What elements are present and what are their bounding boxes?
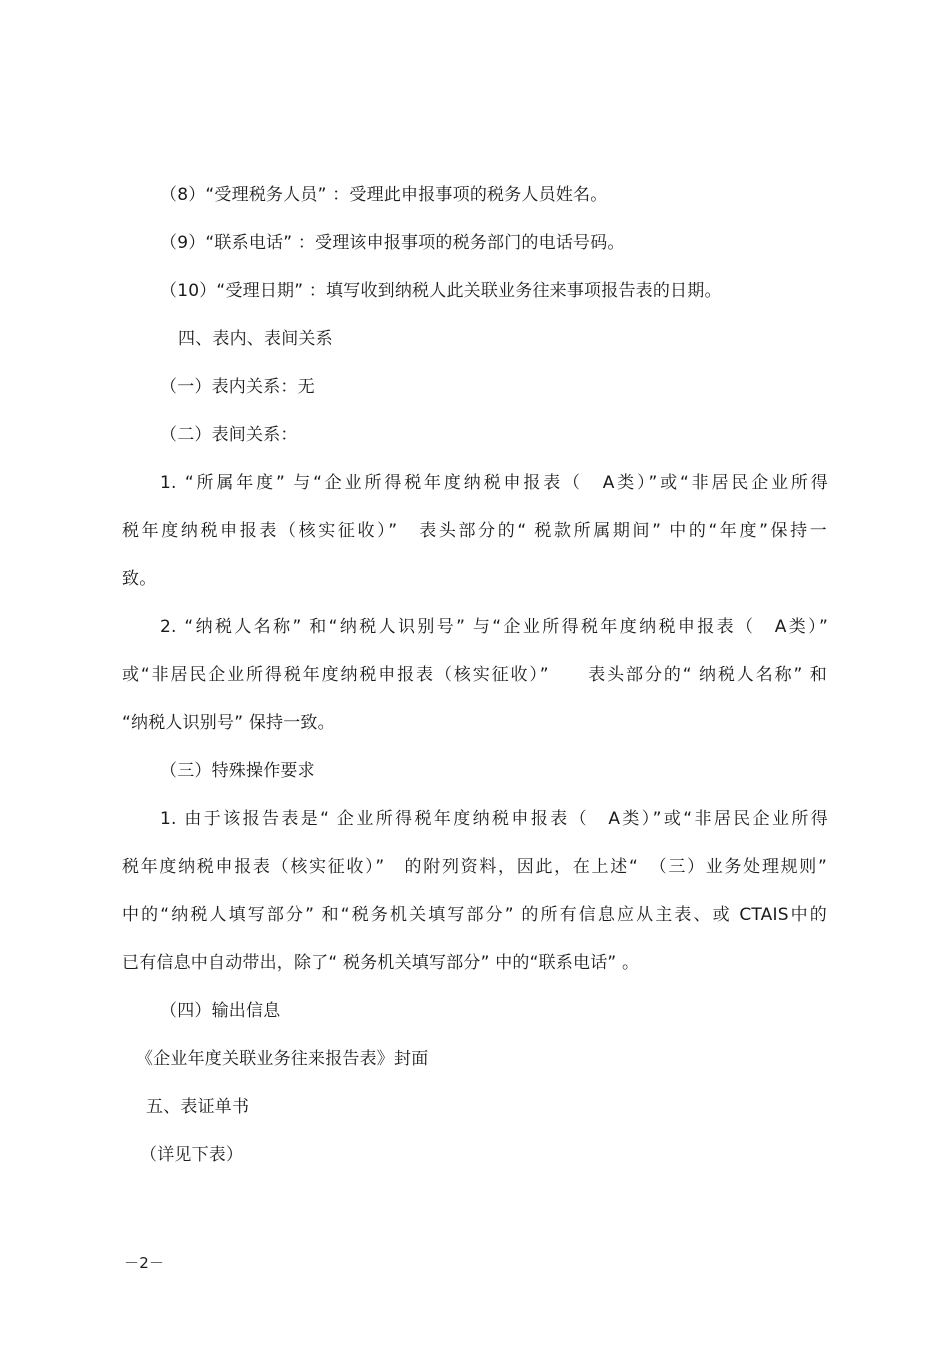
subheading-3: （三）特殊操作要求 <box>160 761 315 781</box>
section-heading-4: 四、表内、表间关系 <box>178 329 333 349</box>
rule-2-line-3: “纳税人识别号” 保持一致。 <box>122 713 335 733</box>
special-rule-line-3: 中的“纳税人填写部分” 和“税务机关填写部分” 的所有信息应从主表、或 CTAIS中的 <box>122 905 827 925</box>
rule-2-line-2: 或“非居民企业所得税年度纳税申报表（核实征收）” 表头部分的“ 纳税人名称” 和 <box>122 665 827 685</box>
see-table-note: （详见下表） <box>140 1145 244 1165</box>
page-number: －2－ <box>124 1254 165 1272</box>
rule-1-line-2: 税年度纳税申报表（核实征收）” 表头部分的“ 税款所属期间” 中的“年度”保持一 <box>122 521 827 541</box>
subheading-1: （一）表内关系：无 <box>160 377 315 397</box>
para-item-10: （10）“受理日期” ：填写收到纳税人此关联业务往来事项报告表的日期。 <box>160 281 722 301</box>
subheading-2: （二）表间关系： <box>160 425 298 445</box>
rule-2-line-1: 2. “纳税人名称” 和“纳税人识别号” 与“企业所得税年度纳税申报表（ A类）” <box>160 617 828 637</box>
subheading-4: （四）输出信息 <box>160 1001 281 1021</box>
special-rule-line-2: 税年度纳税申报表（核实征收）” 的附列资料，因此，在上述“ （三）业务处理规则” <box>122 857 827 877</box>
rule-1-line-3: 致。 <box>122 569 157 589</box>
para-item-9: （9）“联系电话” ：受理该申报事项的税务部门的电话号码。 <box>160 233 625 253</box>
section-heading-5: 五、表证单书 <box>146 1097 250 1117</box>
special-rule-line-1: 1. 由于该报告表是“ 企业所得税年度纳税申报表（ A类）”或“非居民企业所得 <box>160 809 828 829</box>
rule-1-line-1: 1. “所属年度” 与“企业所得税年度纳税申报表（ A类）”或“非居民企业所得 <box>160 473 828 493</box>
special-rule-line-4: 已有信息中自动带出，除了“ 税务机关填写部分” 中的“联系电话” 。 <box>122 953 640 973</box>
para-item-8: （8）“受理税务人员” ：受理此申报事项的税务人员姓名。 <box>160 185 608 205</box>
output-info-line: 《企业年度关联业务往来报告表》封面 <box>136 1049 429 1069</box>
